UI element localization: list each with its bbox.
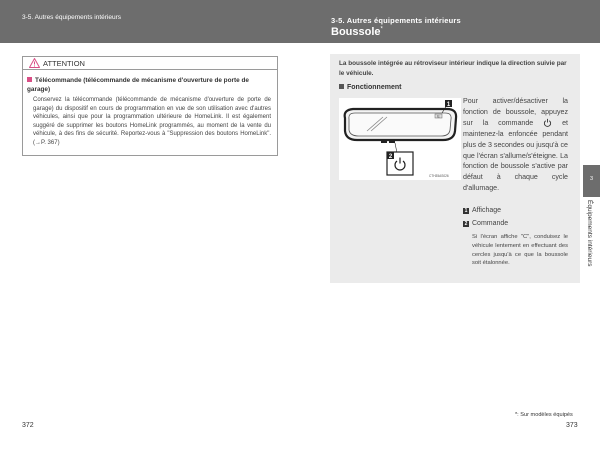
right-page (300, 0, 600, 450)
right-section-title: 3-5. Autres équipements intérieurs (331, 16, 461, 25)
caution-box (22, 56, 278, 156)
caution-subtitle (27, 76, 273, 94)
intro-text: La boussole intégrée au rétroviseur intérieur indique la direction suivie par le véhicule. (339, 60, 567, 77)
page-title (331, 26, 383, 38)
caution-header (23, 57, 277, 70)
callout-2-label: 2 (388, 153, 393, 160)
figure-code: CTH35AS026 (429, 174, 449, 178)
mirror-illustration (339, 98, 461, 180)
warning-icon (29, 58, 40, 68)
legend-label: Commande (472, 219, 509, 227)
calibration-note: Si l'écran affiche "C", conduisez le véhicule lentement en effectuant des cercles jusqu'à ce que la boussole soit étalonnée. (472, 234, 568, 267)
chapter-tab (583, 165, 600, 197)
page-number-left: 372 (22, 422, 34, 429)
bullet-square-icon (27, 77, 32, 82)
callout-1-label: 1 (446, 101, 451, 108)
caution-subtitle-text: Télécommande (télécommande de mécanisme d'ouverture de porte de garage) (27, 77, 249, 93)
left-section-title: 3-5. Autres équipements intérieurs (22, 14, 121, 21)
title-footnote-mark: * (380, 26, 383, 33)
right-header (300, 0, 600, 43)
display-letter: E (437, 114, 440, 119)
caution-title: ATTENTION (43, 58, 85, 68)
heading-square-icon (339, 84, 344, 89)
legend-number: 2 (464, 220, 468, 227)
chapter-number: 3 (589, 176, 594, 182)
footnote: *: Sur modèles équipés (515, 412, 573, 418)
page-title-text: Boussole (331, 26, 381, 38)
legend-item (463, 205, 508, 218)
figure-legend (463, 205, 508, 230)
caution-body: Conservez la télécommande (télécommande de mécanisme d'ouverture de porte de garage) du dispositif en cours de programmation en vue de son utilisation avec d'autres véhicules, ainsi que pour la programmation ultérieure de HomeLink. Il est également suggéré de supprimer les boutons HomeLink programmés, au moment de la vente du véhicule, à des fins de sécurité. Reportez-vous à "Suppression des boutons HomeLink". (→P. 367) (33, 97, 271, 146)
operation-description (463, 96, 568, 194)
description-part-2: et maintenez-la enfoncée pendant plus de 3 secondes ou jusqu'à ce que l'écran s'allume/s'éteigne. La fonction de boussole s'active par défaut à chaque cycle d'allumage. (463, 118, 568, 193)
description-part-1: Pour activer/désactiver la fonction de boussole, appuyez sur la commande (463, 97, 568, 127)
chapter-label: Équipements intérieurs (586, 200, 593, 267)
power-switch-icon (543, 118, 552, 127)
legend-item (463, 218, 508, 231)
section-heading (339, 84, 401, 91)
legend-label: Affichage (472, 207, 502, 214)
page-number-right: 373 (566, 422, 578, 429)
section-heading-text: Fonctionnement (347, 84, 402, 91)
left-header (0, 0, 300, 43)
legend-number: 1 (464, 208, 468, 214)
